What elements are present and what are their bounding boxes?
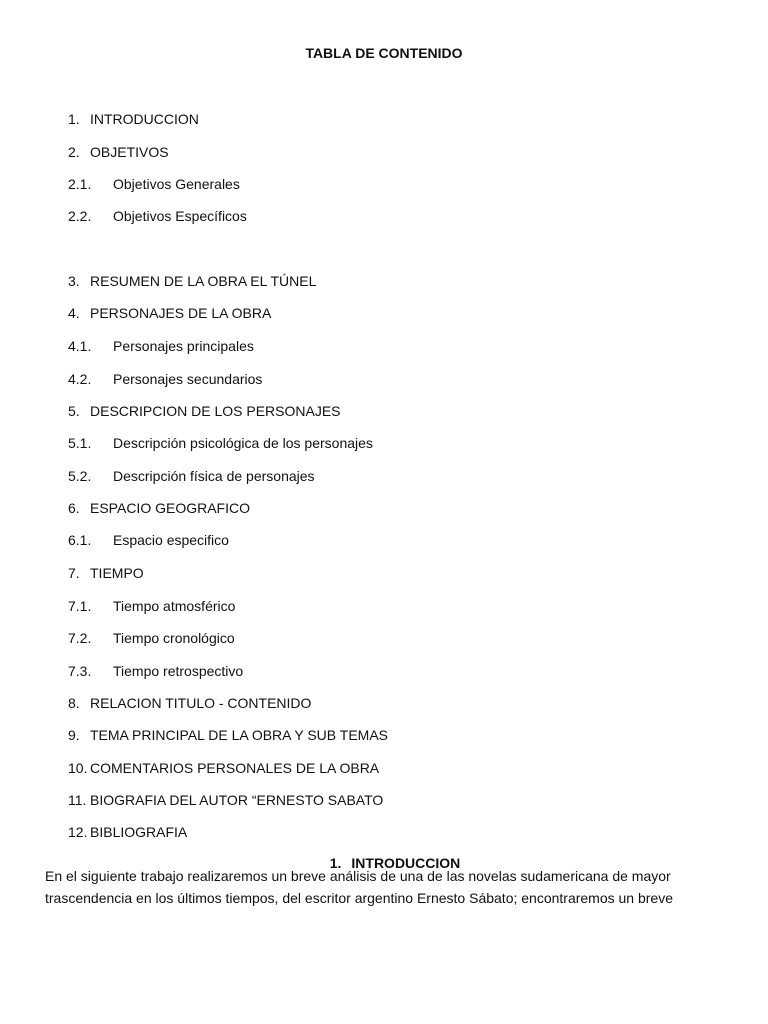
toc-entry-number: 3. [68,273,80,289]
toc-entry-number: 11. [68,792,87,808]
toc-entry-text: Descripción física de personajes [113,468,315,484]
toc-entry-number: 8. [68,695,80,711]
toc-entry-number: 6.1. [68,532,92,548]
toc-entry-text: RELACION TITULO - CONTENIDO [90,695,312,711]
toc-entry-number: 2.1. [68,176,92,192]
section-title: INTRODUCCION [351,855,461,871]
toc-entry-number: 5.1. [68,435,92,451]
toc-entry-number: 5. [68,403,80,419]
toc-entry-text: BIOGRAFIA DEL AUTOR “ERNESTO SABATO [90,792,384,808]
toc-entry-text: Objetivos Generales [113,176,240,192]
toc-entry-number: 7.3. [68,663,92,679]
toc-entry-text: Espacio especifico [113,532,229,548]
toc-entry-text: BIBLIOGRAFIA [90,824,188,840]
toc-entry-text: PERSONAJES DE LA OBRA [90,305,272,321]
toc-entry-number: 4.1. [68,338,92,354]
toc-entry-text: Tiempo cronológico [113,630,235,646]
toc-entry-text: ESPACIO GEOGRAFICO [90,500,250,516]
toc-entry-number: 2. [68,144,80,160]
toc-entry-text: Objetivos Específicos [113,208,247,224]
toc-title: TABLA DE CONTENIDO [305,45,463,61]
toc-entry-text: RESUMEN DE LA OBRA EL TÚNEL [90,273,317,289]
toc-entry-number: 10. [68,760,88,776]
section-number: 1. [329,855,342,871]
toc-entry-number: 7.2. [68,630,92,646]
toc-entry-text: TIEMPO [90,565,144,581]
toc-entry-text: Personajes principales [113,338,254,354]
toc-entry-number: 6. [68,500,80,516]
toc-entry-number: 12. [68,824,88,840]
toc-entry-number: 5.2. [68,468,92,484]
toc-entry-text: DESCRIPCION DE LOS PERSONAJES [90,403,341,419]
toc-entry-number: 7. [68,565,80,581]
toc-entry-number: 2.2. [68,208,92,224]
section-body [45,865,725,909]
toc-entry-text: OBJETIVOS [90,144,169,160]
toc-entry-text: INTRODUCCION [90,111,199,127]
paragraph-line: trascendencia en los últimos tiempos, del escritor argentino Ernesto Sábato; encontraremos un breve [45,890,674,906]
paragraph-line: En el siguiente trabajo realizaremos un breve análisis de una de las novelas sudamericana de mayor [45,868,671,884]
toc-entry-text: TEMA PRINCIPAL DE LA OBRA Y SUB TEMAS [90,727,388,743]
toc-entry-text: Descripción psicológica de los personajes [113,435,373,451]
toc-entry-text: Personajes secundarios [113,371,263,387]
toc-entry-text: Tiempo retrospectivo [113,663,244,679]
toc-entry-number: 7.1. [68,598,92,614]
toc-entry-number: 4.2. [68,371,92,387]
toc-entry-text: COMENTARIOS PERSONALES DE LA OBRA [90,760,380,776]
toc-entry-text: Tiempo atmosférico [113,598,236,614]
toc-entry-number: 4. [68,305,80,321]
toc-entry-number: 9. [68,727,80,743]
toc-entry-number: 1. [68,111,80,127]
